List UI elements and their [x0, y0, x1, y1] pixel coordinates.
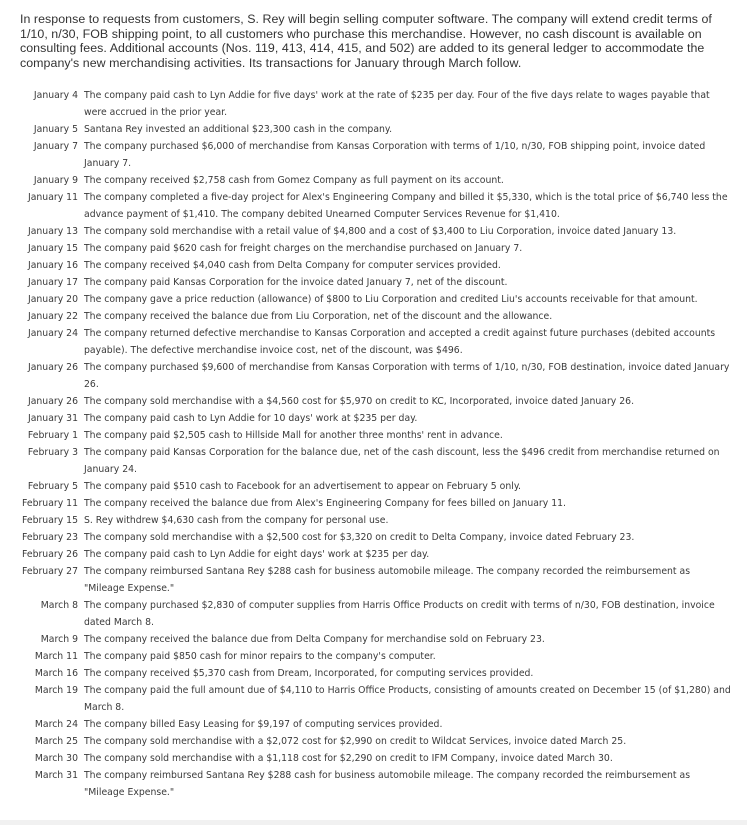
transaction-date: January 15 [27, 243, 78, 254]
transaction-date: January 7 [33, 141, 78, 152]
transaction-row [10, 733, 732, 750]
transaction-date: March 31 [34, 770, 78, 781]
transaction-description: The company paid $850 cash for minor repairs to the company's computer. [84, 651, 436, 662]
transaction-date: January 9 [33, 175, 78, 186]
transaction-description: The company returned defective merchandise to Kansas Corporation and accepted a credit against future purchases (debited accounts payable). The defective merchandise invoice cost, net of the discount, was $496. [84, 328, 716, 356]
transaction-description: The company purchased $9,600 of merchandise from Kansas Corporation with terms of 1/10, n/30, FOB destination, invoice dated January 26. [84, 362, 730, 390]
transaction-date: March 25 [34, 736, 78, 747]
transaction-description: The company sold merchandise with a retail value of $4,800 and a cost of $3,400 to Liu Corporation, invoice dated January 13. [84, 226, 677, 237]
transactions-body [10, 87, 732, 801]
transaction-row [10, 682, 732, 716]
transaction-row [10, 172, 732, 189]
transaction-row [10, 257, 732, 274]
transaction-row [10, 512, 732, 529]
transaction-date: March 11 [34, 651, 78, 662]
transaction-row [10, 529, 732, 546]
transaction-row [10, 393, 732, 410]
transaction-description: The company purchased $6,000 of merchandise from Kansas Corporation with terms of 1/10, n/30, FOB shipping point, invoice dated January 7. [84, 141, 706, 169]
transaction-date: March 30 [34, 753, 78, 764]
transaction-description: The company paid the full amount due of $4,110 to Harris Office Products, consisting of amounts created on December 15 (of $1,280) and March 8. [84, 685, 731, 713]
transaction-row [10, 665, 732, 682]
transaction-description: The company reimbursed Santana Rey $288 cash for business automobile mileage. The company recorded the reimbursement as "Mileage Expense." [84, 770, 691, 798]
transaction-description: The company paid Kansas Corporation for the invoice dated January 7, net of the discount. [84, 277, 508, 288]
transaction-row [10, 325, 732, 359]
transaction-description: The company sold merchandise with a $2,500 cost for $3,320 on credit to Delta Company, invoice dated February 23. [84, 532, 635, 543]
transaction-row [10, 291, 732, 308]
transaction-description: The company paid cash to Lyn Addie for eight days' work at $235 per day. [84, 549, 430, 560]
transaction-date: January 17 [27, 277, 78, 288]
transaction-description: The company sold merchandise with a $2,072 cost for $2,990 on credit to Wildcat Services, invoice dated March 25. [84, 736, 627, 747]
transaction-date: January 26 [27, 362, 78, 373]
transaction-description: The company completed a five-day project for Alex's Engineering Company and billed it $5,330, which is the total price of $6,740 less the advance payment of $1,410. The company debited Unearned Computer Services Revenue for $1,410. [84, 192, 728, 220]
transaction-row [10, 767, 732, 801]
transaction-date: February 11 [22, 498, 78, 509]
transaction-date: February 26 [22, 549, 78, 560]
transaction-description: The company paid cash to Lyn Addie for five days' work at the rate of $235 per day. Four of the five days relate to wages payable that were accrued in the prior year. [84, 90, 710, 118]
transaction-row [10, 274, 732, 291]
transaction-date: January 11 [27, 192, 78, 203]
transaction-description: Santana Rey invested an additional $23,300 cash in the company. [84, 124, 393, 135]
transaction-description: The company received the balance due from Liu Corporation, net of the discount and the allowance. [84, 311, 553, 322]
transaction-row [10, 716, 732, 733]
transaction-date: February 5 [27, 481, 78, 492]
transaction-date: January 20 [27, 294, 78, 305]
transaction-row [10, 597, 732, 631]
transaction-description: The company gave a price reduction (allowance) of $800 to Liu Corporation and credited Liu's accounts receivable for that amount. [84, 294, 698, 305]
transaction-date: March 19 [34, 685, 78, 696]
transaction-date: January 16 [27, 260, 78, 271]
transaction-description: The company paid $510 cash to Facebook for an advertisement to appear on February 5 only. [84, 481, 521, 492]
transaction-description: The company received $5,370 cash from Dream, Incorporated, for computing services provided. [84, 668, 534, 679]
transaction-date: February 27 [22, 566, 78, 577]
transaction-description: The company received $2,758 cash from Gomez Company as full payment on its account. [84, 175, 504, 186]
transaction-description: The company sold merchandise with a $1,118 cost for $2,290 on credit to IFM Company, invoice dated March 30. [84, 753, 613, 764]
transaction-row [10, 546, 732, 563]
transaction-date: March 9 [40, 634, 78, 645]
transaction-description: The company sold merchandise with a $4,560 cost for $5,970 on credit to KC, Incorporated, invoice dated January 26. [84, 396, 635, 407]
transaction-date: January 4 [33, 90, 78, 101]
transaction-row [10, 359, 732, 393]
transaction-row [10, 87, 732, 121]
bottom-divider [0, 820, 747, 825]
transaction-date: February 1 [27, 430, 78, 441]
transaction-description: The company received $4,040 cash from Delta Company for computer services provided. [84, 260, 501, 271]
transaction-row [10, 138, 732, 172]
transaction-row [10, 427, 732, 444]
transaction-row [10, 308, 732, 325]
transaction-date: January 13 [27, 226, 78, 237]
transaction-date: January 24 [27, 328, 78, 339]
transaction-date: March 24 [34, 719, 78, 730]
transaction-description: The company received the balance due from Alex's Engineering Company for fees billed on January 11. [84, 498, 566, 509]
transaction-row [10, 223, 732, 240]
transaction-row [10, 189, 732, 223]
transactions-table [10, 87, 732, 801]
transaction-description: The company purchased $2,830 of computer supplies from Harris Office Products on credit with terms of n/30, FOB destination, invoice dated March 8. [84, 600, 715, 628]
transaction-description: The company paid cash to Lyn Addie for 10 days' work at $235 per day. [84, 413, 418, 424]
intro-paragraph: In response to requests from customers, S. Rey will begin selling computer software. The company will extend credit terms of 1/10, n/30, FOB shipping point, to all customers who purchase this merchandise. However, no cash discount is available on consulting fees. Additional accounts (Nos. 119, 413, 414, 415, and 502) are added to its general ledger to accommodate the company's new merchandising activities. Its transactions for January through March follow. [20, 12, 712, 70]
transaction-description: The company paid $620 cash for freight charges on the merchandise purchased on January 7. [84, 243, 523, 254]
transaction-row [10, 444, 732, 478]
transaction-date: January 31 [27, 413, 78, 424]
transaction-row [10, 478, 732, 495]
transaction-description: The company paid Kansas Corporation for the balance due, net of the cash discount, less the $496 credit from merchandise returned on January 24. [84, 447, 720, 475]
transaction-row [10, 410, 732, 427]
transaction-description: S. Rey withdrew $4,630 cash from the company for personal use. [84, 515, 389, 526]
transaction-row [10, 563, 732, 597]
transaction-description: The company received the balance due from Delta Company for merchandise sold on February 23. [84, 634, 545, 645]
transaction-row [10, 648, 732, 665]
transaction-date: March 16 [34, 668, 78, 679]
transaction-date: January 26 [27, 396, 78, 407]
transaction-date: February 3 [27, 447, 78, 458]
transaction-date: March 8 [40, 600, 78, 611]
transaction-row [10, 495, 732, 512]
transaction-row [10, 750, 732, 767]
transaction-date: January 5 [33, 124, 78, 135]
transaction-description: The company reimbursed Santana Rey $288 cash for business automobile mileage. The company recorded the reimbursement as "Mileage Expense." [84, 566, 691, 594]
transaction-date: January 22 [27, 311, 78, 322]
transaction-date: February 23 [22, 532, 78, 543]
transaction-row [10, 121, 732, 138]
transaction-description: The company paid $2,505 cash to Hillside Mall for another three months' rent in advance. [84, 430, 503, 441]
transaction-description: The company billed Easy Leasing for $9,197 of computing services provided. [84, 719, 443, 730]
transaction-date: February 15 [22, 515, 78, 526]
transaction-row [10, 631, 732, 648]
transaction-row [10, 240, 732, 257]
